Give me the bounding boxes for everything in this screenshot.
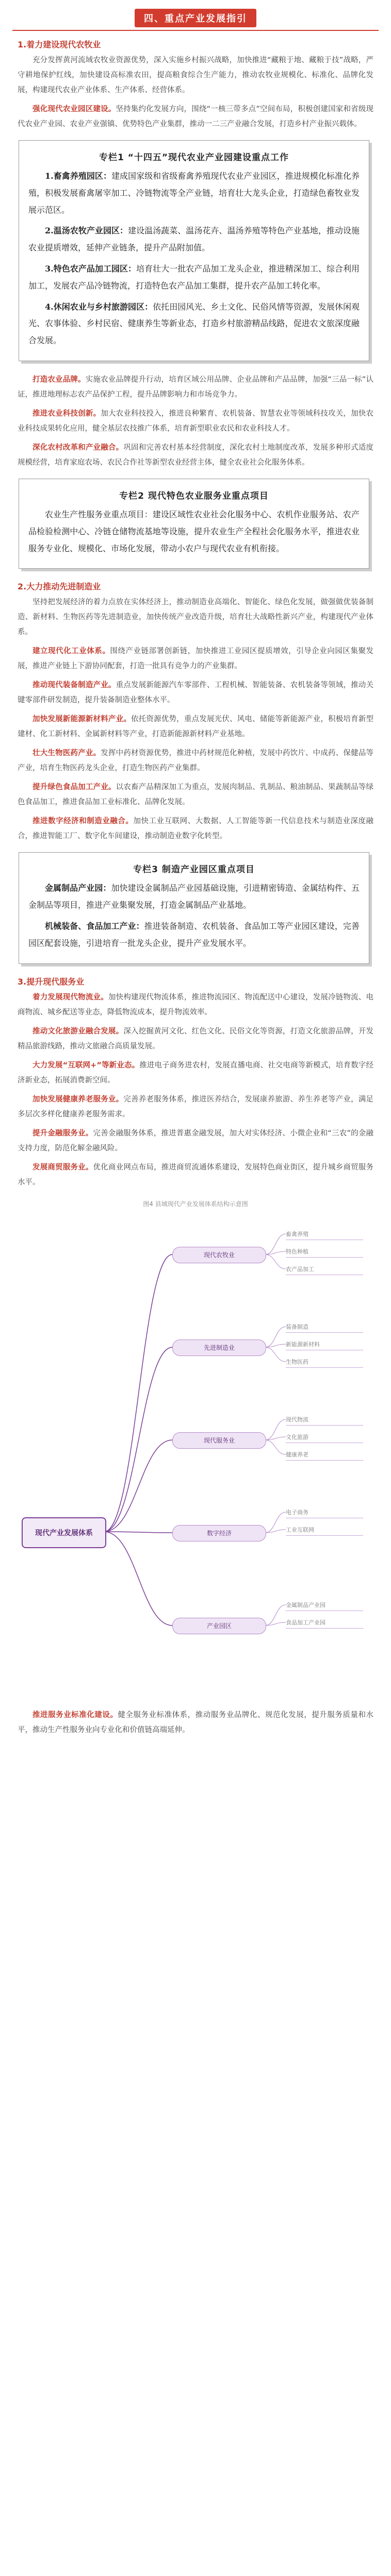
paragraph-body: 坚持集约化发展方向，围绕“一核三带多点”空间布局，积极创建国家和省级现代农业产业园、农业产业强镇、优势特色产业集群，推动一二三产业融合发展，打造乡村产业振兴载体。 <box>18 105 373 128</box>
figure-mindmap <box>18 1199 373 1703</box>
mindmap-leaf-connector <box>265 1347 286 1362</box>
mindmap-leaf: 文化旅游 <box>286 1431 363 1443</box>
mindmap-leaf-connector <box>265 1255 286 1269</box>
box-lead: 3.特色农产品加工园区： <box>45 263 137 274</box>
paragraph-lead: 推动文化旅游业融合发展。 <box>32 1027 124 1036</box>
paragraph-lead: 提升金融服务业。 <box>32 1129 93 1138</box>
box-body: 加快建设金属制品产业园基础设施，引进精密铸造、金属结构件、五金制品等项目，推进产业集聚发展，打造金属制品产业基地。 <box>28 883 360 910</box>
paragraph-body: 加快工业互联网、大数据、人工智能等新一代信息技术与制造业深度融合，推进智能工厂、数字化车间建设，推动制造业数字化转型。 <box>18 817 373 841</box>
paragraph-body: 重点发展新能源汽车零部件、工程机械、智能装备、农机装备等领域，推动关键零部件研发制造，提升装备制造业整体水平。 <box>18 681 373 705</box>
mindmap-connector <box>104 1440 172 1532</box>
paragraph-body: 实施农业品牌提升行动，培育区域公用品牌、企业品牌和产品品牌，加强“三品一标”认证，推进地理标志农产品保护工程，提升品牌影响力和市场竞争力。 <box>18 375 373 399</box>
paragraph-lead: 推进数字经济和制造业融合。 <box>32 817 134 826</box>
box-paragraph <box>28 168 360 218</box>
mindmap-leaf: 现代物流 <box>286 1414 363 1426</box>
paragraph: 坚持把发展经济的着力点放在实体经济上，推动制造业高端化、智能化、绿色化发展，做强做优装备制造、新材料、生物医药等先进制造业，加快传统产业改造升级，培育壮大战略性新兴产业，构建现代产业体系。 <box>18 598 373 637</box>
section-heading-2: 2.大力推动先进制造业 <box>18 582 101 592</box>
box-lead: 1.畜禽养殖园区： <box>45 171 111 181</box>
paragraph-body: 依托资源优势，重点发展光伏、风电、储能等新能源产业，积极培育新型建材、化工新材料、金属新材料等产业，打造新能源新材料产业基地。 <box>18 715 374 739</box>
paragraph-lead: 提升绿色食品加工产业。 <box>32 783 116 792</box>
paragraph <box>18 440 373 470</box>
box-body: 建设温汤蔬菜、温汤花卉、温汤养殖等特色产业基地，推动设施农业提质增效，延伸产业链条，提升产品附加值。 <box>28 226 360 253</box>
box-paragraph <box>28 880 360 914</box>
mindmap-connector <box>104 1347 172 1532</box>
paragraph-body: 加大农业科技投入，推进良种繁育、农机装备、智慧农业等领域科技攻关，加快农业科技成果转化应用，健全基层农技推广体系，培育新型职业农民和农业科技人才。 <box>18 409 374 433</box>
mindmap-branch: 现代服务业 <box>172 1432 266 1449</box>
paragraph <box>18 372 373 402</box>
paragraph-body: 深入挖掘黄河文化、红色文化、民俗文化等资源，打造文化旅游品牌，开发精品旅游线路，推动文旅融合高质量发展。 <box>18 1027 374 1050</box>
box-paragraph <box>28 261 360 295</box>
box-lead: 机械装备、食品加工产业： <box>45 921 144 931</box>
mindmap-branch: 产业园区 <box>172 1618 266 1634</box>
paragraph-lead: 发展商贸服务业。 <box>32 1163 93 1172</box>
paragraph-lead: 推动现代装备制造产业。 <box>32 681 116 690</box>
box-paragraph <box>28 918 360 952</box>
sidebar-box-2 <box>19 479 369 569</box>
paragraph-lead: 壮大生物医药产业。 <box>32 749 101 758</box>
paragraph <box>18 406 373 436</box>
paragraph-body: 巩固和完善农村基本经营制度，深化农村土地制度改革，发展多种形式适度规模经营，培育家庭农场、农民合作社等新型农业经营主体，健全农业社会化服务体系。 <box>18 443 374 467</box>
box-body: 培育壮大一批农产品加工龙头企业，推进精深加工、综合利用加工，发展农产品冷链物流，打造特色农产品加工集群，提升农产品加工转化率。 <box>28 263 360 291</box>
paragraph-lead: 推进农业科技创新。 <box>32 409 101 418</box>
mindmap-branch: 数字经济 <box>172 1525 266 1541</box>
paragraph <box>18 102 373 132</box>
paragraph-body: 完善养老服务体系，推进医养结合，发展康养旅游、养生养老等产业，满足多层次多样化健康养老服务需求。 <box>18 1095 374 1118</box>
paragraph <box>18 712 373 742</box>
mindmap-leaf: 电子商务 <box>286 1506 363 1518</box>
paragraph-lead: 建立现代化工业体系。 <box>32 647 110 656</box>
mindmap-leaf-connector <box>265 1440 286 1454</box>
box-paragraph: 农业生产性服务业重点项目：建设区域性农业社会化服务中心、农机作业服务站、农产品检验检测中心、冷链仓储物流基地等设施，提升农业生产全程社会化服务水平，推进农业服务专业化、规模化、市场化发展，带动小农户与现代农业有机衔接。 <box>28 509 360 553</box>
box-paragraph <box>28 299 360 349</box>
paragraph-lead: 打造农业品牌。 <box>32 375 86 384</box>
mindmap-branch: 现代农牧业 <box>172 1247 266 1263</box>
mindmap-leaf: 特色种植 <box>286 1246 363 1258</box>
paragraph-lead: 大力发展“互联网+”等新业态。 <box>32 1061 140 1070</box>
mindmap-connector <box>104 1532 172 1533</box>
box-body: 建成国家级和省级畜禽养殖现代农业产业园区，推进规模化标准化养殖，积极发展畜禽屠宰加工、冷链物流等全产业链，培育壮大龙头企业，打造绿色畜牧业发展示范区。 <box>28 171 360 215</box>
paragraph: 充分发挥黄河流域农牧业资源优势，深入实施乡村振兴战略，加快推进“藏粮于地、藏粮于技”战略，严守耕地保护红线，加快建设高标准农田，提高粮食综合生产能力，推动农牧业规模化、标准化、品牌化发展，构建现代农业产业体系、生产体系、经营体系。 <box>18 56 373 94</box>
paragraph-body: 完善金融服务体系，推进普惠金融发展，加大对实体经济、小微企业和“三农”的金融支持力度，防范化解金融风险。 <box>18 1129 373 1153</box>
paragraph-lead: 加快发展新能源新材料产业。 <box>32 715 132 724</box>
paragraph-lead: 推进服务业标准化建设。 <box>32 1710 118 1719</box>
box-title: 专栏1 “十四五”现代农业产业园建设重点工作 <box>99 152 289 163</box>
paragraph-body: 发挥中药材资源优势，推进中药材规范化种植，发展中药饮片、中成药、保健品等产业，培育生物医药龙头企业，打造生物医药产业集群。 <box>18 749 374 773</box>
section-heading-1: 1.着力建设现代农牧业 <box>18 40 101 49</box>
mindmap-connector <box>104 1532 172 1625</box>
figure-caption: 图4 县域现代产业发展体系结构示意图 <box>143 1200 248 1208</box>
document-page <box>0 6 391 2576</box>
mindmap-leaf: 生物医药 <box>286 1356 363 1368</box>
paragraph <box>18 1092 373 1122</box>
paragraph-body: 围绕产业链部署创新链，加快推进工业园区提质增效，引导企业向园区集聚发展，推进产业链上下游协同配套，打造一批具有竞争力的产业集群。 <box>18 647 374 671</box>
paragraph-lead: 深化农村改革和产业融合。 <box>32 443 124 452</box>
box-body: 依托田园风光、乡土文化、民俗风情等资源，发展休闲观光、农事体验、乡村民宿、健康养生等新业态，打造乡村旅游精品线路，促进农文旅深度融合发展。 <box>28 301 360 346</box>
paragraph <box>18 814 373 844</box>
paragraph-body: 加快构建现代物流体系，推进物流园区、物流配送中心建设，发展冷链物流、电商物流、城乡配送等业态，降低物流成本，提升物流效率。 <box>18 993 374 1016</box>
mindmap-branch: 先进制造业 <box>172 1340 266 1356</box>
mindmap-leaf: 农产品加工 <box>286 1263 363 1275</box>
paragraph <box>18 780 373 810</box>
paragraph <box>18 1126 373 1156</box>
paragraph <box>18 1708 373 1738</box>
paragraph <box>18 990 373 1020</box>
paragraph-body: 以农畜产品精深加工为重点，发展肉制品、乳制品、粮油制品、果蔬制品等绿色食品加工，推进食品加工业标准化、品牌化发展。 <box>18 783 373 807</box>
section-heading-3: 3.提升现代服务业 <box>18 976 85 987</box>
box-paragraph <box>28 223 360 257</box>
paragraph-body: 优化商业网点布局，推进商贸流通体系建设，发展特色商业街区，提升城乡商贸服务水平。 <box>18 1163 373 1187</box>
box-title: 专栏3 制造产业园区重点项目 <box>133 865 255 875</box>
mindmap-leaf: 金属制品产业园 <box>286 1599 363 1611</box>
paragraph-lead: 强化现代农业园区建设。 <box>32 105 116 113</box>
mindmap-leaf: 工业互联网 <box>286 1524 363 1536</box>
page-title: 四、重点产业发展指引 <box>135 9 256 27</box>
paragraph <box>18 1058 373 1088</box>
paragraph-body: 健全服务业标准体系，推动服务业品牌化、规范化发展，提升服务质量和水平，推动生产性服务业向专业化和价值链高端延伸。 <box>18 1710 374 1734</box>
mindmap-leaf: 新能源新材料 <box>286 1338 363 1350</box>
paragraph <box>18 678 373 708</box>
mindmap-connector <box>104 1255 172 1532</box>
paragraph <box>18 644 373 674</box>
box-lead: 金属制品产业园： <box>45 883 111 893</box>
paragraph-lead: 加快发展健康养老服务业。 <box>32 1095 124 1104</box>
box-lead: 4.休闲农业与乡村旅游园区： <box>45 301 153 312</box>
mindmap-leaf: 健康养老 <box>286 1449 363 1461</box>
sidebar-box-1 <box>19 140 369 361</box>
mindmap-root: 现代产业发展体系 <box>22 1517 106 1548</box>
box-title: 专栏2 现代特色农业服务业重点项目 <box>119 490 269 501</box>
paragraph <box>18 746 373 776</box>
sidebar-box-3 <box>19 852 369 963</box>
header-band <box>12 6 379 31</box>
paragraph-lead: 着力发展现代物流业。 <box>32 993 108 1002</box>
paragraph-body: 推进电子商务进农村，发展直播电商、社交电商等新模式，培育数字经济新业态，拓展消费新空间。 <box>18 1061 373 1084</box>
paragraph <box>18 1160 373 1190</box>
mindmap-leaf: 食品加工产业园 <box>286 1617 363 1629</box>
mindmap-diagram <box>18 1213 373 1703</box>
mindmap-leaf: 畜禽养殖 <box>286 1228 363 1240</box>
mindmap-leaf: 装备制造 <box>286 1321 363 1333</box>
box-lead: 2.温汤农牧产业园区： <box>45 226 128 236</box>
paragraph <box>18 1024 373 1054</box>
box-body: 推进装备制造、农机装备、食品加工等产业园区建设，完善园区配套设施，引进培育一批龙头企业，提升产业发展水平。 <box>28 921 360 948</box>
